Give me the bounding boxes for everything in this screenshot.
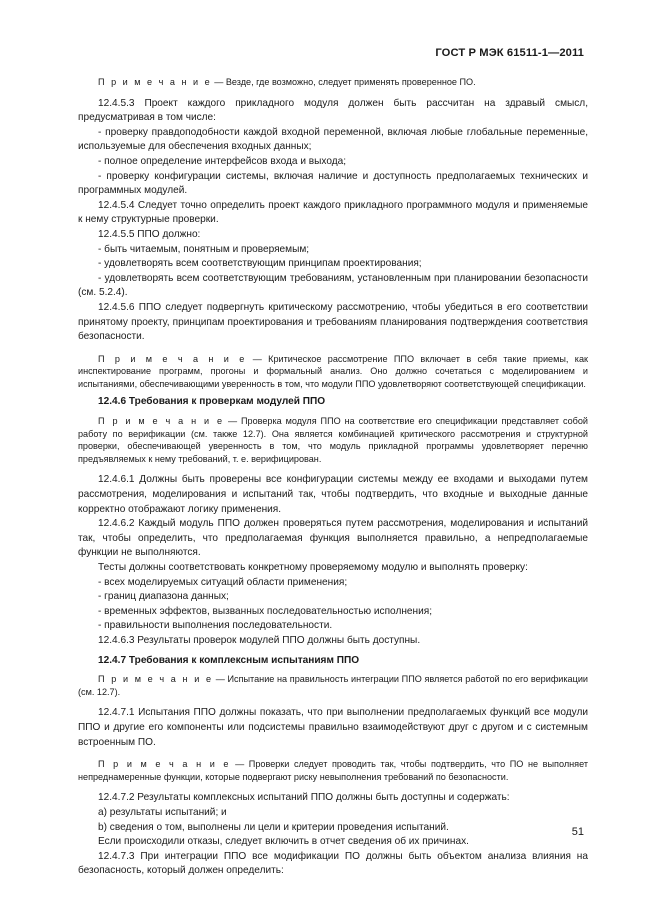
list-item: - проверку конфигурации системы, включая наличие и доступность предполагаемых технических и программных модулей. (78, 170, 588, 197)
para-12-4-5-4: 12.4.5.4 Следует точно определить проект каждого прикладного программного модуля и применяемые к нему структурные проверки. (78, 199, 588, 226)
note-4: П р и м е ч а н и е — Испытание на правильность интеграции ППО является работой по его верификации (см. 12.7). (78, 674, 588, 697)
note-2: П р и м е ч а н и е — Критическое рассмотрение ППО включает в себя такие приемы, как инспектирование программ, прогоны и формальный анализ. Оно должно сочетаться с моделированием и испытаниями, обеспечивающими уверенность в том, что модули ППО удовлетворяют соответствующей спецификации. (78, 353, 588, 389)
note-label: П р и м е ч а н и е (98, 759, 231, 770)
para-failures: Если происходили отказы, следует включить в отчет сведения об их причинах. (98, 836, 469, 848)
note-label: П р и м е ч а н и е (98, 674, 214, 685)
page-body (78, 76, 588, 879)
note-3: П р и м е ч а н и е — Проверка модуля ППО на соответствие его спецификации представляет собой работу по верификации (см. также 12.7). Она является комбинацией критического рассмотрения и структурной проверки, обеспечивающей уверенность в том, что модуль прикладной программы удовлетворяет перечню предъявляемых к нему требований, т. е. верифицирован. (78, 416, 588, 464)
note-label: П р и м е ч а н и е (98, 77, 212, 87)
para-12-4-6-2: 12.4.6.2 Каждый модуль ППО должен проверяться путем рассмотрения, моделирования и испытаний так, чтобы определить, что предполагаемая функция выполняется правильно, а непредполагаемые функции не выполняются. (78, 518, 588, 559)
list-item: - полное определение интерфейсов входа и выхода; (98, 155, 347, 167)
note-1: П р и м е ч а н и е — Везде, где возможно, следует применять проверенное ПО. (98, 77, 476, 87)
para-12-4-5-6: 12.4.5.6 ППО следует подвергнуть критическому рассмотрению, чтобы убедиться в его соответствии принятому проекту, принципам проектирования и требованиям планирования подтверждения соответствия безопасности. (78, 301, 588, 343)
document-header: ГОСТ Р МЭК 61511-1—2011 (435, 47, 584, 59)
note-label: П р и м е ч а н и е (98, 353, 247, 364)
note-5: П р и м е ч а н и е — Проверки следует проводить так, чтобы подтвердить, что ПО не выполняет непреднамеренные функции, которые подвергают риску невыполнения требований по безопасности. (78, 759, 588, 782)
para-12-4-7-1: 12.4.7.1 Испытания ППО должны показать, что при выполнении предполагаемых функций все модули ППО и другие его компоненты или подсистемы правильно взаимодействуют друг с другом и с системным встроенным ПО. (78, 707, 588, 748)
list-item: - проверку правдоподобности каждой входной переменной, включая любые глобальные переменные, используемые для обеспечения входных данных; (78, 126, 588, 153)
list-item: - быть читаемым, понятным и проверяемым; (98, 243, 310, 255)
note-label: П р и м е ч а н и е (98, 416, 225, 427)
para-12-4-5-3: 12.4.5.3 Проект каждого прикладного модуля должен быть рассчитан на здравый смысл, предусматривая в том числе: (78, 97, 588, 124)
list-item: - удовлетворять всем соответствующим требованиям, установленным при планировании безопасности (см. 5.2.4). (78, 272, 588, 299)
para-12-4-5-5: 12.4.5.5 ППО должно: (98, 228, 201, 240)
para-12-4-7-3: 12.4.7.3 При интеграции ППО все модификации ПО должны быть объектом анализа влияния на безопасность, который должен определить: (78, 850, 588, 877)
para-12-4-6-3: 12.4.6.3 Результаты проверок модулей ППО должны быть доступны. (98, 634, 421, 646)
list-item: - удовлетворять всем соответствующим принципам проектирования; (98, 258, 422, 270)
section-heading-12-4-6: 12.4.6 Требования к проверкам модулей ППО (98, 396, 326, 408)
list-item: - границ диапазона данных; (98, 591, 229, 603)
list-item: a) результаты испытаний; и (98, 806, 227, 818)
list-item: - правильности выполнения последовательности. (98, 620, 333, 632)
para-12-4-7-2: 12.4.7.2 Результаты комплексных испытаний ППО должны быть доступны и содержать: (98, 792, 510, 804)
list-item: - временных эффектов, вызванных последовательностью исполнения; (98, 605, 433, 617)
list-item: - всех моделируемых ситуаций области применения; (98, 576, 348, 588)
list-item: b) сведения о том, выполнены ли цели и критерии проведения испытаний. (98, 821, 449, 833)
section-heading-12-4-7: 12.4.7 Требования к комплексным испытаниям ППО (98, 654, 360, 666)
para-tests: Тесты должны соответствовать конкретному проверяемому модулю и выполнять проверку: (98, 562, 528, 573)
page-number: 51 (571, 826, 584, 838)
para-12-4-6-1: 12.4.6.1 Должны быть проверены все конфигурации системы между ее входами и выходами путем рассмотрения, моделирования и испытаний так, чтобы подтвердить, что входные и выходные данные корректно отображают логику применения. (78, 474, 588, 515)
